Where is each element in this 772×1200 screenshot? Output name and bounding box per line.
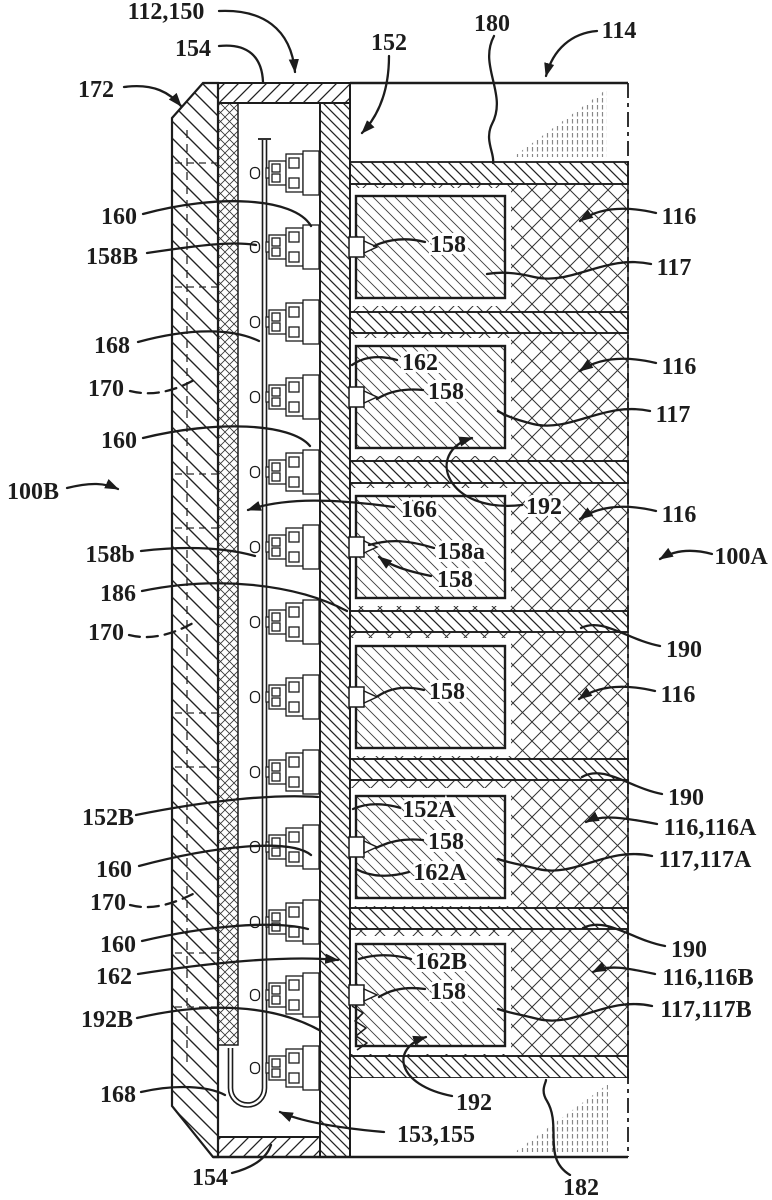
hatched-strip-190	[350, 611, 628, 632]
nozzle-part	[289, 832, 299, 842]
nozzle-part	[303, 825, 319, 869]
nozzle-part	[289, 907, 299, 917]
nozzle-part	[289, 852, 299, 862]
nozzle-part	[289, 757, 299, 767]
nozzle-part	[272, 548, 280, 556]
nozzle-part	[272, 164, 280, 172]
ref-label-116: 116	[661, 354, 697, 380]
ref-label-182: 182	[563, 1175, 599, 1200]
ref-label-158b: 158b	[85, 542, 135, 568]
ref-label-162: 162	[402, 350, 438, 376]
nozzle-part	[289, 1073, 299, 1083]
injector-port-162	[349, 985, 364, 1005]
ref-label-153-155: 153,155	[397, 1122, 475, 1148]
ref-label-152: 152	[371, 30, 407, 56]
ref-label-162: 162	[96, 964, 132, 990]
nozzle-part	[289, 232, 299, 242]
nozzle-part	[289, 682, 299, 692]
nozzle-part	[303, 675, 319, 719]
ref-label-100B: 100B	[6, 479, 60, 505]
nozzle-part	[289, 457, 299, 467]
nozzle-part	[289, 252, 299, 262]
ref-label-160: 160	[96, 857, 132, 883]
nozzle-part	[289, 777, 299, 787]
nozzle-part	[251, 542, 260, 553]
nozzle-part	[289, 1000, 299, 1010]
ref-label-158: 158	[430, 979, 466, 1005]
nozzle-part	[272, 473, 280, 481]
ref-label-170: 170	[88, 620, 124, 646]
hatched-strip-190	[350, 759, 628, 780]
injector-port-162	[349, 387, 364, 407]
ref-label-114: 114	[601, 18, 637, 44]
ref-label-158a: 158a	[437, 539, 485, 565]
hatched-strip-190	[350, 162, 628, 184]
nozzle-part	[289, 477, 299, 487]
ref-label-168: 168	[94, 333, 130, 359]
ref-label-158: 158	[430, 232, 466, 258]
nozzle-part	[289, 552, 299, 562]
nozzle-part	[272, 613, 280, 621]
nozzle-part	[251, 392, 260, 403]
nozzle-part	[272, 238, 280, 246]
nozzle-part	[289, 702, 299, 712]
nozzle-part	[303, 750, 319, 794]
nozzle-part	[272, 698, 280, 706]
ref-label-116: 116	[661, 204, 697, 230]
ref-label-117-117A: 117,117A	[658, 847, 752, 873]
ref-label-166: 166	[401, 497, 437, 523]
nozzle-part	[251, 168, 260, 179]
top-wall-154	[218, 83, 350, 103]
nozzle-part	[272, 174, 280, 182]
ref-label-160: 160	[100, 932, 136, 958]
nozzle-part	[251, 692, 260, 703]
ref-label-168: 168	[100, 1082, 136, 1108]
ref-label-158: 158	[429, 679, 465, 705]
nozzle-part	[303, 1046, 319, 1090]
injector-port-162	[349, 837, 364, 857]
nozzle-part	[272, 398, 280, 406]
ref-label-162A: 162A	[413, 860, 467, 886]
ref-label-186: 186	[100, 581, 136, 607]
ref-label-116: 116	[661, 502, 697, 528]
ref-label-162B: 162B	[414, 949, 468, 975]
ref-label-158: 158	[428, 829, 464, 855]
nozzle-part	[272, 1059, 280, 1067]
nozzle-part	[289, 607, 299, 617]
nozzle-part	[289, 382, 299, 392]
nozzle-part	[251, 317, 260, 328]
injector-port-162	[349, 537, 364, 557]
nozzle-part	[251, 617, 260, 628]
nozzle-part	[303, 525, 319, 569]
ref-label-100A: 100A	[714, 544, 768, 570]
nozzle-part	[303, 225, 319, 269]
injector-port-162	[349, 687, 364, 707]
ref-label-170: 170	[88, 376, 124, 402]
nozzle-part	[251, 990, 260, 1001]
nozzle-part	[289, 178, 299, 188]
ref-label-152A: 152A	[402, 797, 456, 823]
nozzle-part	[272, 248, 280, 256]
nozzle-part	[303, 450, 319, 494]
bottom-wall-154	[218, 1137, 320, 1157]
ref-label-160: 160	[101, 204, 137, 230]
nozzle-part	[289, 627, 299, 637]
divider-wall-152	[320, 103, 350, 1157]
hatched-strip-190	[350, 461, 628, 483]
ref-label-190: 190	[668, 785, 704, 811]
nozzle-part	[303, 973, 319, 1017]
ref-label-117: 117	[655, 402, 691, 428]
nozzle-part	[303, 600, 319, 644]
nozzle-part	[289, 927, 299, 937]
nozzle-part	[289, 980, 299, 990]
nozzle-part	[251, 467, 260, 478]
ref-label-190: 190	[666, 637, 702, 663]
ref-label-152B: 152B	[81, 805, 135, 831]
nozzle-part	[303, 375, 319, 419]
nozzle-part	[272, 388, 280, 396]
nozzle-part	[289, 307, 299, 317]
nozzle-part	[303, 900, 319, 944]
nozzle-part	[289, 1053, 299, 1063]
ref-label-112-150: 112,150	[127, 0, 205, 25]
ref-label-172: 172	[78, 77, 114, 103]
nozzle-part	[303, 300, 319, 344]
nozzle-part	[272, 688, 280, 696]
nozzle-part	[272, 463, 280, 471]
hatched-strip-190	[350, 312, 628, 333]
ref-label-158B: 158B	[85, 244, 139, 270]
nozzle-part	[272, 1069, 280, 1077]
nozzle-part	[272, 996, 280, 1004]
nozzle-part	[272, 848, 280, 856]
nozzle-part	[303, 151, 319, 195]
nozzle-part	[272, 323, 280, 331]
nozzle-part	[272, 313, 280, 321]
ref-label-180: 180	[474, 11, 510, 37]
nozzle-part	[251, 1063, 260, 1074]
hatched-strip-190	[350, 1056, 628, 1078]
ref-label-158: 158	[428, 379, 464, 405]
nozzle-part	[272, 773, 280, 781]
ref-label-116: 116	[660, 682, 696, 708]
nozzle-part	[272, 623, 280, 631]
nozzle-part	[272, 986, 280, 994]
ref-label-192: 192	[526, 494, 562, 520]
nozzle-part	[289, 532, 299, 542]
nozzle-part	[251, 767, 260, 778]
nozzle-part	[289, 327, 299, 337]
ref-label-154: 154	[192, 1165, 228, 1191]
ref-label-192: 192	[456, 1090, 492, 1116]
ref-label-158: 158	[437, 567, 473, 593]
ref-label-116-116B: 116,116B	[662, 965, 754, 991]
nozzle-part	[251, 242, 260, 253]
nozzle-part	[272, 913, 280, 921]
ref-label-154: 154	[175, 36, 211, 62]
ref-label-190: 190	[671, 937, 707, 963]
ref-label-117-117B: 117,117B	[660, 997, 752, 1023]
ref-label-192B: 192B	[80, 1007, 134, 1033]
ref-label-117: 117	[656, 255, 692, 281]
injector-port-162	[349, 237, 364, 257]
nozzle-part	[272, 538, 280, 546]
ref-label-170: 170	[90, 890, 126, 916]
ref-label-116-116A: 116,116A	[663, 815, 757, 841]
nozzle-part	[272, 763, 280, 771]
nozzle-part	[289, 158, 299, 168]
nozzle-part	[289, 402, 299, 412]
ref-label-160: 160	[101, 428, 137, 454]
